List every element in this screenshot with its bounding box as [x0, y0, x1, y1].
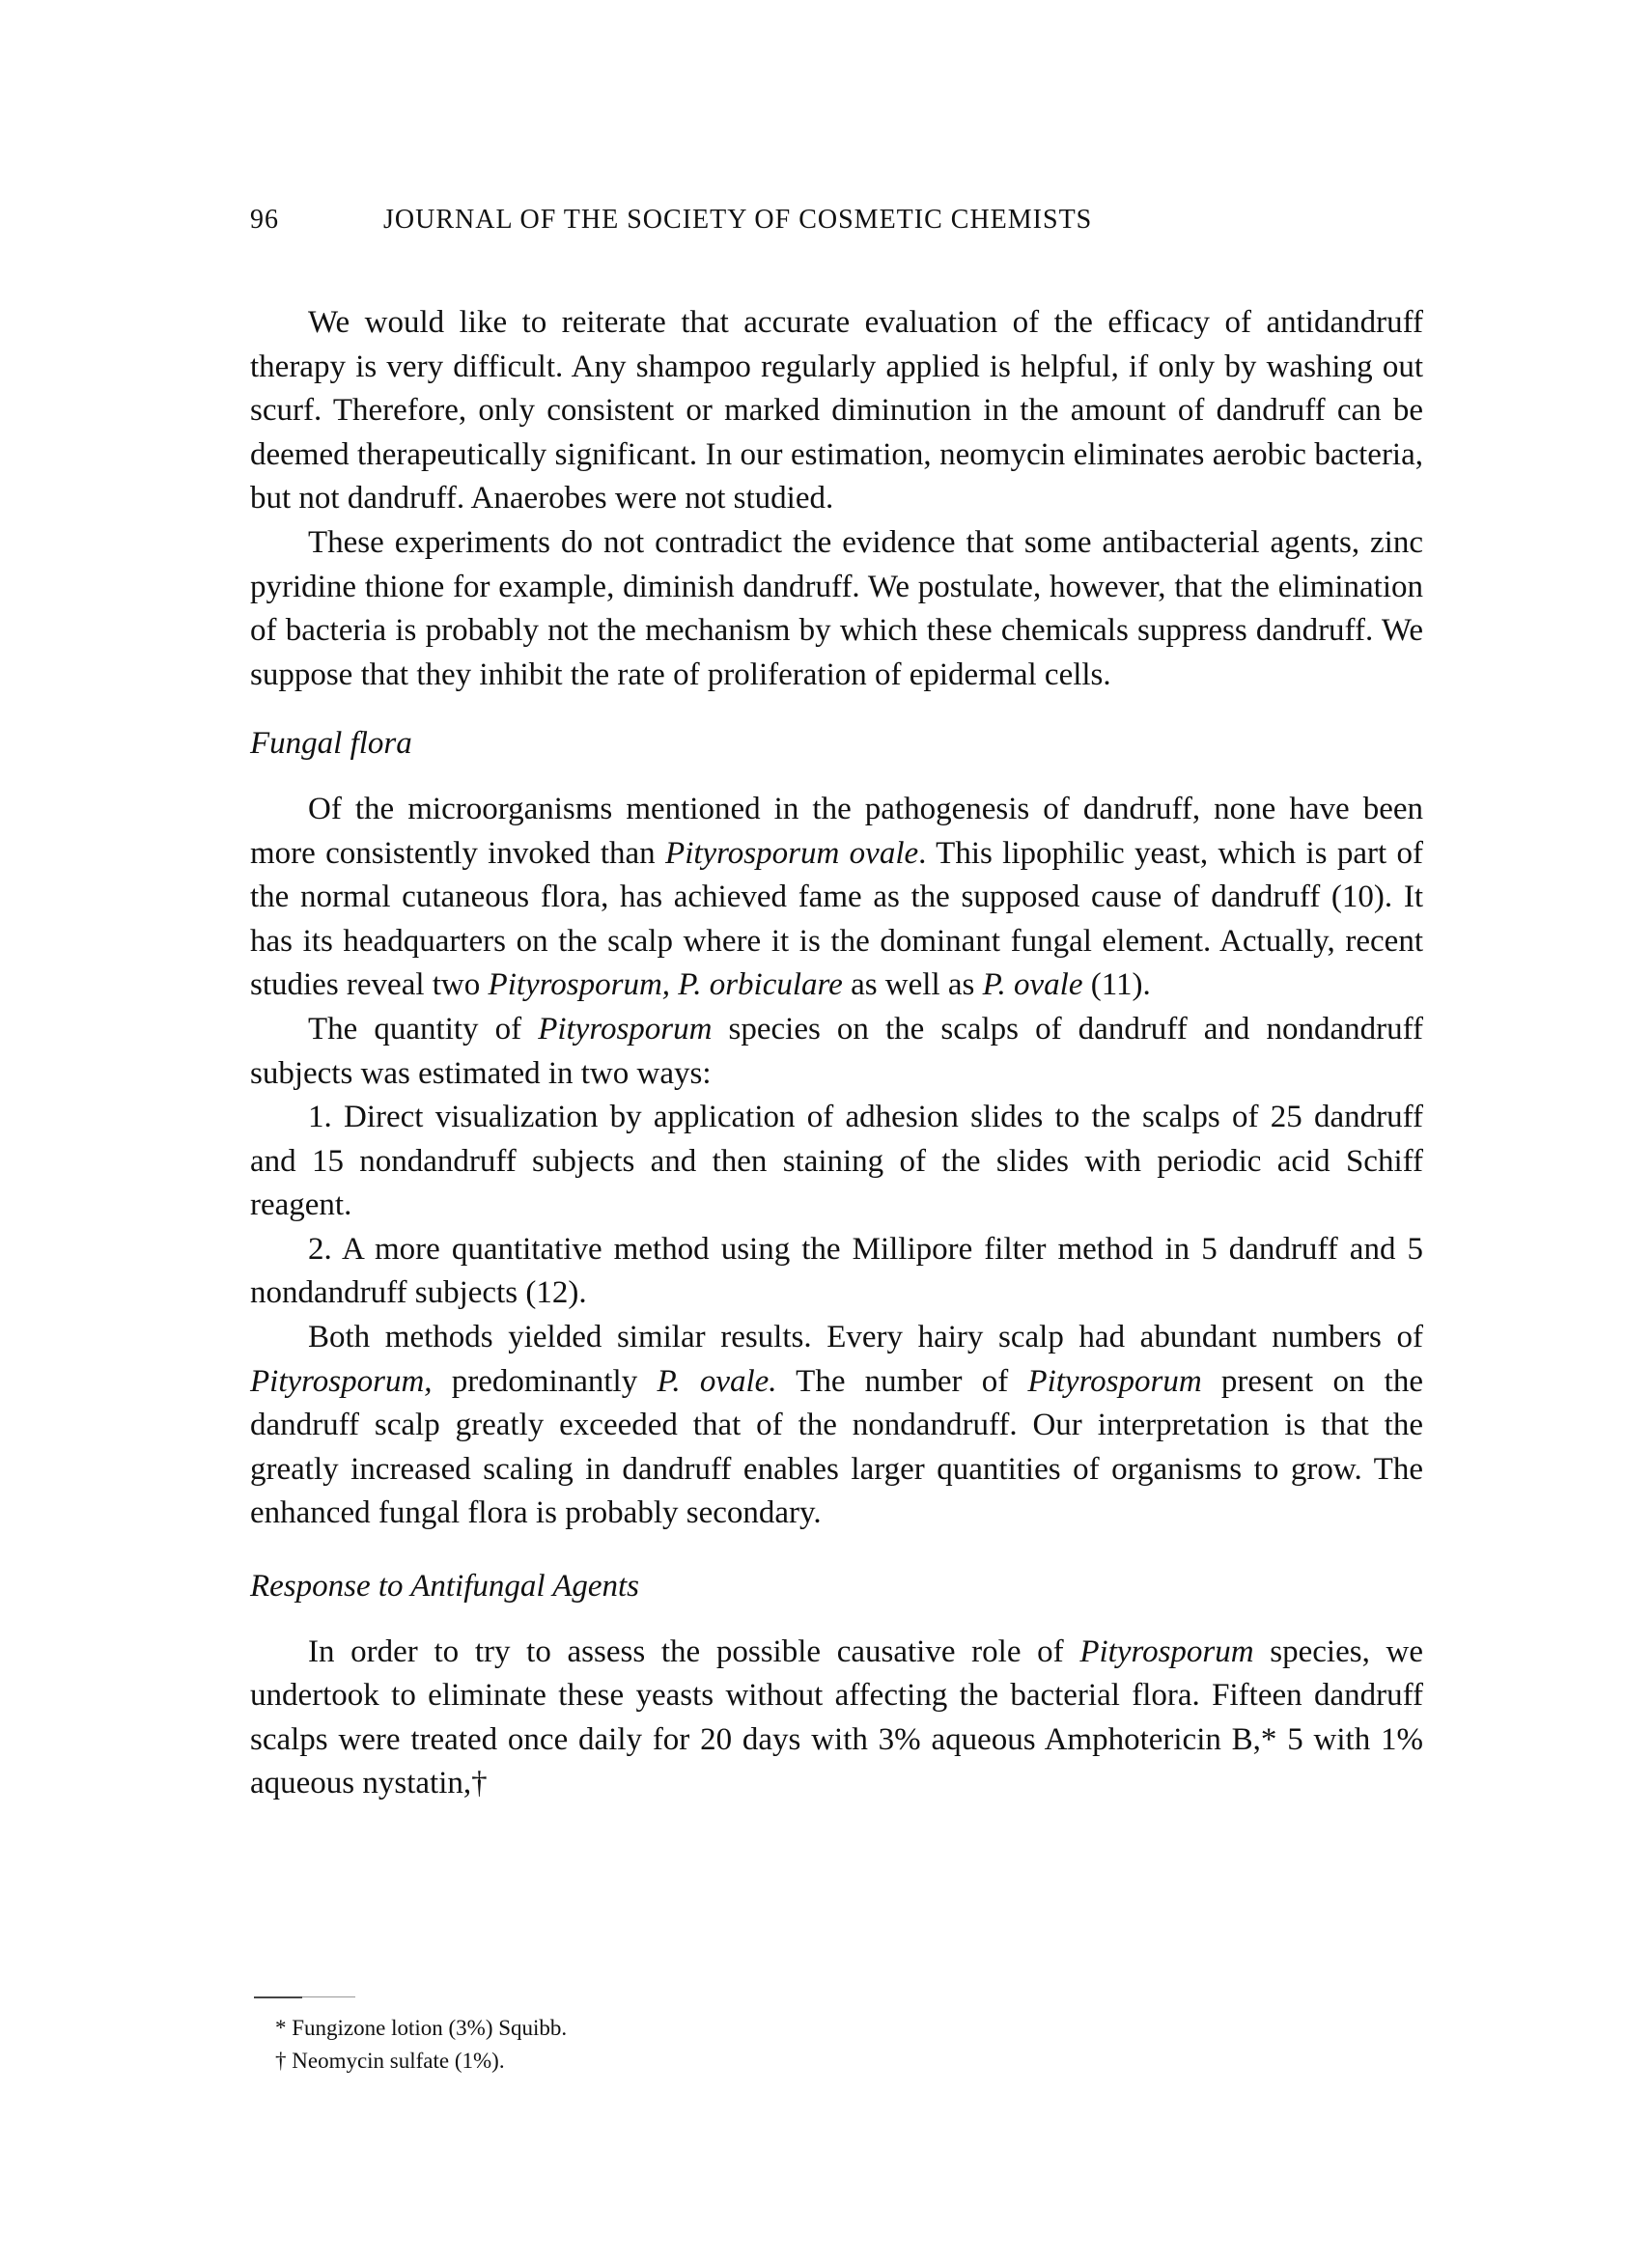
footnotes: [275, 2012, 567, 2078]
page-number: 96: [250, 205, 279, 235]
paragraph-results: Both methods yielded similar results. Every hairy scalp had abundant numbers of Pityrosporum, predominantly P. ovale. The number of Pityrosporum present on the dandruff scalp greatly exceeded that of the nondandruff. Our interpretation is that the greatly increased scaling in dandruff enables larger quantities of organisms to grow. The enhanced fungal flora is probably secondary.: [250, 1320, 1423, 1531]
article-body: [250, 301, 1423, 1806]
section-heading-fungal-flora: Fungal flora: [250, 726, 412, 762]
footnote-divider: [254, 1996, 302, 1998]
footnote-neomycin: † Neomycin sulfate (1%).: [275, 2049, 505, 2073]
running-header: [250, 205, 1423, 243]
list-item-direct-visualization: 1. Direct visualization by application of adhesion slides to the scalps of 25 dandruff and 15 nondandruff subjects and then staining of the slides with periodic acid Schiff reagent.: [250, 1100, 1423, 1223]
list-item-millipore-method: 2. A more quantitative method using the Millipore filter method in 5 dandruff and 5 nondandruff subjects (12).: [250, 1231, 1423, 1311]
paragraph-antifungal-treatment: In order to try to assess the possible causative role of Pityrosporum species, we undertook to eliminate these yeasts without affecting the bacterial flora. Fifteen dandruff scalps were treated once daily for 20 days with 3% aqueous Amphotericin B,* 5 with 1% aqueous nystatin,†: [250, 1633, 1423, 1801]
footnote-divider-faint: [302, 1996, 355, 1997]
paragraph-quantity: The quantity of Pityrosporum species on the scalps of dandruff and nondandruff subjects was estimated in two ways:: [250, 1011, 1424, 1091]
footnote-fungizone: * Fungizone lotion (3%) Squibb.: [275, 2016, 568, 2040]
journal-title: JOURNAL OF THE SOCIETY OF COSMETIC CHEMISTS: [383, 205, 1093, 235]
section-heading-antifungal-agents: Response to Antifungal Agents: [250, 1569, 640, 1605]
paragraph-antibacterial: These experiments do not contradict the evidence that some antibacterial agents, zinc pyridine thione for example, diminish dandruff. We postulate, however, that the elimination of bacteria is probably not the mechanism by which these chemicals suppress dandruff. We suppose that they inhibit the rate of proliferation of epidermal cells.: [250, 524, 1423, 692]
paragraph-microorganisms: Of the microorganisms mentioned in the pathogenesis of dandruff, none have been more consistently invoked than Pityrosporum ovale. This lipophilic yeast, which is part of the normal cutaneous flora, has achieved fame as the supposed cause of dandruff (10). It has its headquarters on the scalp where it is the dominant fungal element. Actually, recent studies reveal two Pityrosporum, P. orbiculare as well as P. ovale (11).: [250, 791, 1423, 1003]
paragraph-efficacy: We would like to reiterate that accurate evaluation of the efficacy of antidandruff therapy is very difficult. Any shampoo regularly applied is helpful, if only by washing out scurf. Therefore, only consistent or marked diminution in the amount of dandruff can be deemed therapeutically significant. In our estimation, neomycin eliminates aerobic bacteria, but not dandruff. Anaerobes were not studied.: [250, 305, 1423, 516]
